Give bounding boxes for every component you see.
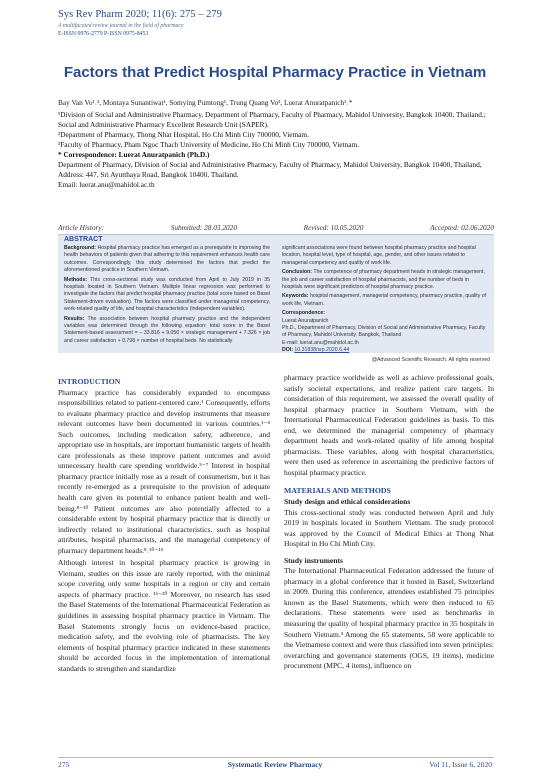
results-label: Results: bbox=[64, 315, 85, 322]
doi-label: DOI: bbox=[282, 347, 293, 354]
correspondence-label: Correspondence: bbox=[282, 310, 325, 317]
history-submitted: Submitted: 28.03.2020 bbox=[170, 223, 237, 232]
study-instruments-heading: Study instruments bbox=[284, 555, 343, 565]
methods-text: This cross-sectional study was conducted from April to July 2019 in 35 hospitals located in Southern Vietnam. Multiple linear regression was performed to investigate the factors that predict hospital pharmacy practice (total score based on Basel Statement-driven evaluation). The factors were classified under managerial competency, work-related quality of life, and hospital characteristics (independent variables). bbox=[64, 276, 270, 313]
intro-paragraph-1: Pharmacy practice has considerably expanded to encompass responsibilities related to patient-centered care.¹ Consequently, efforts to evaluate pharmacy practice and develop instruments that measure relevant outcomes have been documented in various countries.¹⁻⁴ Such outcomes, including medication safety, adherence, and appropriate use in hospitals, are important humanistic targets of health care professionals as these improve patient outcomes and avoid unnecessary health care spending worldwide.⁵⁻⁷ Interest in hospital pharmacy practice initially rose as a result of consumerism, but it has recently re-emerged as a prerequisite to the provision of adequate health care given its potential to enhance patient health and well-being.⁸⁻¹⁰ Patient outcomes are also potentially affected to a considerable extent by hospital pharmacy practice that is directly or indirectly related to institutional characteristics, such as hospital attributes, hospital pharmacists, and the managerial competency of pharmacy department heads.⁸˒¹⁰⁻¹⁵ bbox=[58, 387, 270, 555]
introduction-heading: INTRODUCTION bbox=[58, 377, 121, 386]
correspondence-name: Luerat Anuratpanich bbox=[282, 317, 329, 324]
study-design-paragraph: This cross-sectional study was conducted between April and July 2019 in hospitals located in Southern Vietnam. The study protocol was approved by the Council of Medical Ethics at Thong Nhat Hospital in Ho Chi Minh City. bbox=[284, 507, 494, 549]
study-design-heading: Study design and ethical considerations bbox=[284, 497, 411, 507]
abstract-left-column bbox=[64, 245, 270, 347]
correspondence-affiliation: Ph.D., Department of Pharmacy, Division of Social and Administrative Pharmacy, Faculty of Pharmacy, Mahidol University, Bangkok, Thailand bbox=[282, 325, 486, 339]
intro-paragraph-2: Although interest in hospital pharmacy practice is growing in Vietnam, studies on this issue are rarely reported, with the minimal scope covering only some hospitals in a region or city and certain aspects of pharmacy practice. ¹⁶⁻²⁰ Moreover, no research has used the Basel Statements of the International Pharmaceutical Federation as guidelines in assessing hospital pharmacy practice in Vietnam. The Basel Statements strongly focus on evidence-based practice, medication safety, and the evolving role of pharmacists. The key elements of hospital pharmacy practice indicated in these statements should be accorded focus in the implementation of international standards to strengthen and standardize bbox=[58, 558, 271, 673]
journal-issn: E-ISSN 0976-2779 P-ISSN 0975-8453 bbox=[58, 31, 149, 37]
journal-citation: Sys Rev Pharm 2020; 11(6): 275 – 279 bbox=[58, 9, 222, 20]
copyright-notice: @Advanced Scientific Research. All rights reserved bbox=[371, 357, 490, 363]
body-left-column bbox=[58, 373, 270, 676]
conclusion-text: The competence of pharmacy department heads in strategic management, the job and career satisfaction of hospital pharmacists, and the number of beds in hospitals were significant predictors of hospital pharmacy practice. bbox=[282, 269, 485, 291]
history-accepted: Accepted: 02.06.2020 bbox=[430, 223, 494, 232]
journal-subtitle: A multifaceted review journal in the field of pharmacy bbox=[58, 23, 184, 29]
affiliation-2: ²Department of Pharmacy, Thong Nhat Hospital, Ho Chi Minh City 700000, Vietnam. bbox=[58, 130, 309, 139]
abstract-right-text: significant associations were found between hospital pharmacy practice and hospital location, hospital level, type of hospital, age, gender, and other issues related to managerial competency and quality of work life. bbox=[282, 245, 476, 266]
footer-volume: Vol 11, Issue 6, 2020 bbox=[429, 760, 492, 769]
methods-label: Methods: bbox=[64, 276, 88, 283]
footer-divider bbox=[58, 757, 494, 758]
body-right-column bbox=[284, 373, 494, 674]
correspondence-email[interactable]: Email: luerat.anu@mahidol.ac.th bbox=[58, 180, 155, 189]
conclusion-label: Conclusion: bbox=[282, 269, 312, 276]
keywords-label: Keywords: bbox=[282, 293, 309, 300]
study-instruments-paragraph: The International Pharmaceutical Federation addressed the future of pharmacy in a global conference that it hosted in Basel, Switzerland in 2009. During this conference, attendees established 75 principles known as the Basel Statements, which were then reduced to 65 declarations. These statements were used as benchmarks in measuring the quality of hospital pharmacy practice in 35 hospitals in Southern Vietnam.³ Among the 65 statements, 58 were applicable to the Vietnamese context and were thus classified into seven principles: overarching and governance statements (OGS, 19 items), medicine procurement (MPC, 4 items), influence on bbox=[284, 566, 494, 671]
history-label: Article History: bbox=[58, 223, 105, 232]
article-history bbox=[58, 223, 494, 232]
history-revised: Revised: 10.05.2020 bbox=[303, 223, 364, 232]
author-list: Bay Van Vo¹˒², Montaya Sunantiwat¹, Somying Pumtong¹, Trung Quang Vo³, Luerat Anuratpanich¹˒* bbox=[58, 98, 353, 107]
abstract-right-column bbox=[282, 245, 490, 355]
article-title: Factors that Predict Hospital Pharmacy Practice in Vietnam bbox=[63, 64, 487, 81]
background-text: Hospital pharmacy practice has emerged as a prerequisite to improving the health behaviors of patients given that adhering to this requirement enhances health care outcomes. Correspondingly, this study determined the factors that predict the aforementioned practice in Southern Vietnam. bbox=[64, 245, 270, 274]
correspondence-email-abstract[interactable]: E-mail: luerat.anu@mahidol.ac.th bbox=[282, 339, 359, 346]
footer-journal-name: Systematic Review Pharmacy bbox=[227, 760, 323, 769]
abstract-heading: ABSTRACT bbox=[64, 236, 103, 243]
affiliation-3: ³Faculty of Pharmacy, Pham Ngoc Thach University of Medicine, Ho Chi Minh City 700000, Vietnam. bbox=[58, 140, 359, 149]
methods-heading: MATERIALS AND METHODS bbox=[284, 486, 391, 496]
correspondence-address: Department of Pharmacy, Division of Social and Administrative Pharmacy, Faculty of Pharmacy, Mahidol University, Bangkok 10400, Thailand, Address: 447, Sri Ayutthaya Road, Bangkok 10400, Thailand. bbox=[58, 160, 482, 179]
doi-link[interactable]: 10.31838/srp.2020.6.44 bbox=[294, 347, 350, 354]
keywords-text: hospital management, managerial competency, pharmacy practice, quality of work life, Vietnam. bbox=[282, 293, 487, 307]
intro-paragraph-3: pharmacy practice worldwide as well as achieve professional goals, satisfy societal expectations, and realize patient care targets. In consideration of this requirement, we assessed the overall quality of hospital pharmacy practice in Southern Vietnam, with the International Pharmaceutical Federation guidelines as basis. To this end, we determined the managerial competency of pharmacy department heads and work-related quality of life among hospital pharmacists. These variables, along with hospital characteristics, were then used as reference in ascertaining the predictive factors of hospital pharmacy practice. bbox=[284, 373, 494, 477]
correspondence-line: * Correspondence: Luerat Anuratpanich (Ph.D.) bbox=[58, 150, 210, 159]
results-text: The association between hospital pharmacy practice and the independent variables was determined through the following equation: total score in the Basel Statement-based assessment = – 33.816 + 9.056 × strategic management + 7.326 × job and career satisfaction + 0.798 × number of hospital beds. No statistically bbox=[64, 315, 271, 344]
background-label: Background: bbox=[64, 245, 96, 251]
page-number: 275 bbox=[58, 760, 70, 769]
affiliation-1: ¹Division of Social and Administrative Pharmacy, Department of Pharmacy, Faculty of Pharmacy, Mahidol University, Bangkok 10400, Thailand.; Social and Administrative Pharmacy Excellent Research Unit (SAPER). bbox=[58, 110, 486, 129]
